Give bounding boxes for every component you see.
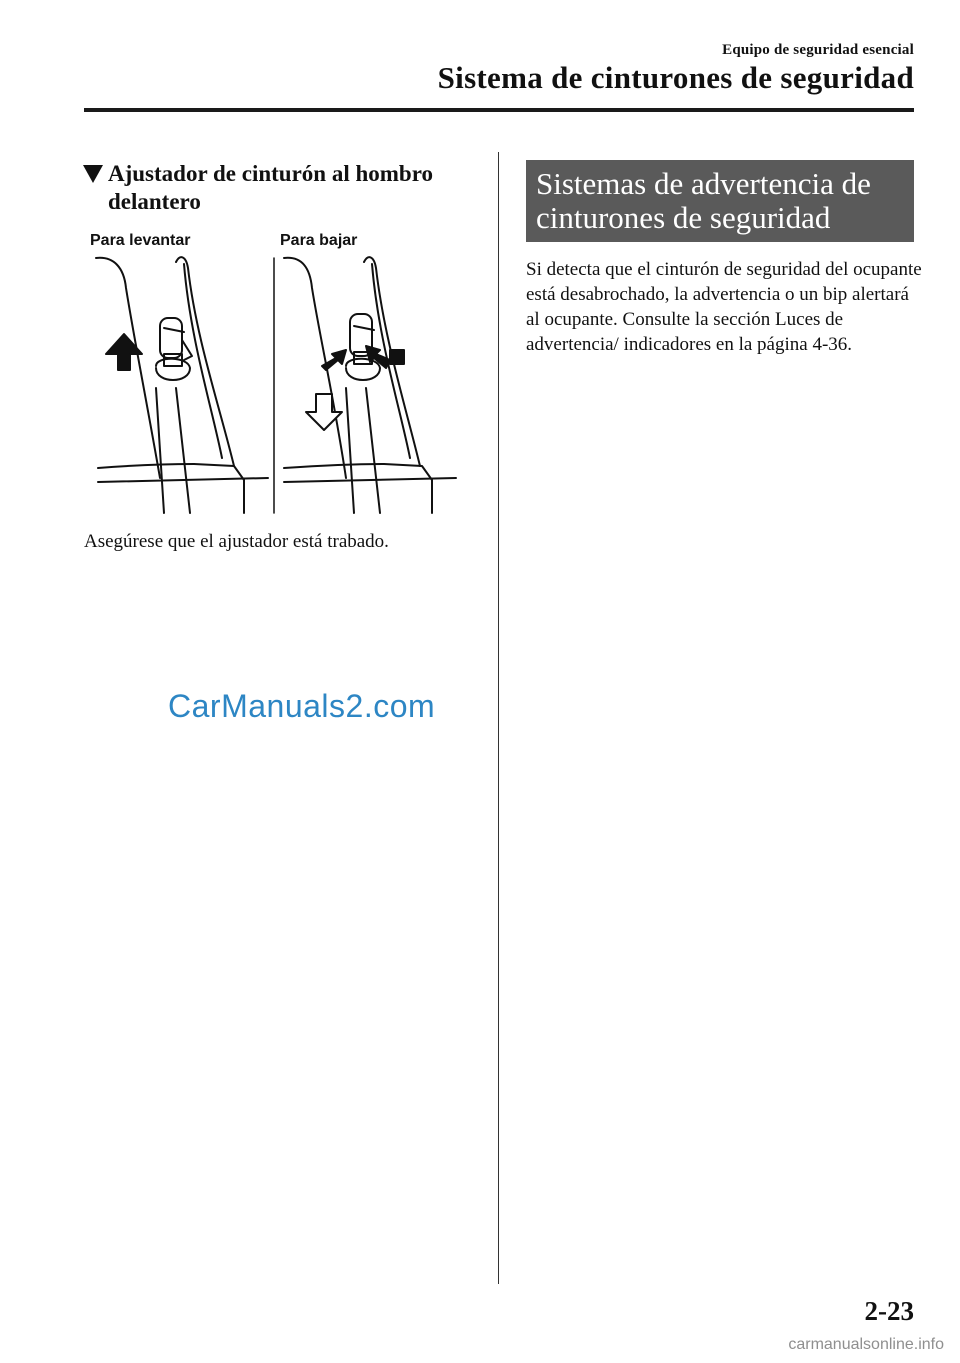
header-rule <box>84 108 914 112</box>
chapter-subtitle: Equipo de seguridad esencial <box>722 42 914 58</box>
label-lower: Para bajar <box>280 232 358 249</box>
illustration-drawing <box>84 228 484 518</box>
page-number: 2-23 <box>864 1296 914 1326</box>
triangle-bullet-icon <box>82 163 104 185</box>
section-heading <box>82 160 482 216</box>
panel-lower <box>284 257 456 513</box>
figure-caption: Asegúrese que el ajustador está trabado. <box>84 531 389 552</box>
label-raise: Para levantar <box>90 232 191 249</box>
watermark-carmanuals: CarManuals2.com <box>168 688 436 724</box>
panel-raise <box>96 257 268 513</box>
body-paragraph: Si detecta que el cinturón de seguridad del ocupante está desabrochado, la advertencia o un bip alertará al ocupante. Consulte la sección Luces de advertencia/ indicadores en la página 4-36. <box>526 259 922 355</box>
belt-adjuster-illustration <box>84 228 484 518</box>
footer-watermark: carmanualsonline.info <box>788 1336 944 1353</box>
section-heading-text: Ajustador de cinturón al hombro delantero <box>108 161 434 214</box>
chapter-title: Sistema de cinturones de seguridad <box>437 60 914 95</box>
column-divider <box>498 152 499 1284</box>
section-banner: Sistemas de advertencia de cinturones de seguridad <box>526 160 914 242</box>
